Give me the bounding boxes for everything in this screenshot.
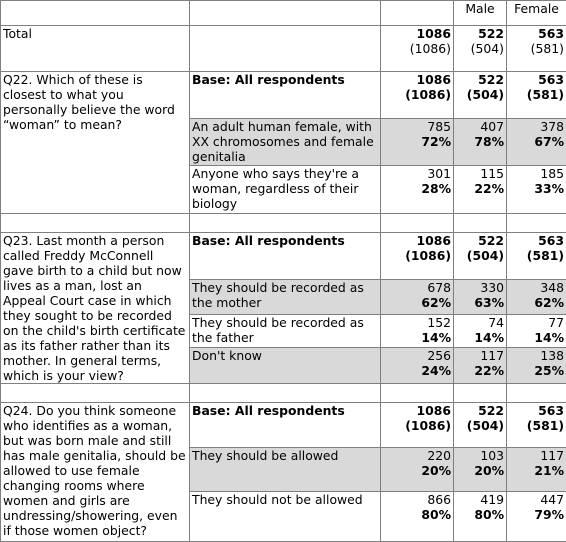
empty-cell bbox=[1, 1, 190, 26]
q23-base-male: 522 (504) bbox=[454, 233, 507, 280]
total-count-all: 1086 (1086) bbox=[381, 26, 454, 72]
q22-base-female: 563 (581) bbox=[507, 72, 566, 119]
q22-answer-2-female: 185 33% bbox=[507, 166, 566, 214]
q23-answer-2-label: They should be recorded as the father bbox=[190, 314, 381, 348]
q23-answer-2-all: 152 14% bbox=[381, 314, 454, 348]
col-header-male: Male bbox=[454, 1, 507, 26]
empty-cell bbox=[1, 214, 190, 233]
empty-cell bbox=[454, 214, 507, 233]
q24-base-male: 522 (504) bbox=[454, 403, 507, 448]
q23-base-row bbox=[1, 233, 566, 280]
empty-cell bbox=[454, 384, 507, 403]
q22-base-male: 522 (504) bbox=[454, 72, 507, 119]
q23-answer-3-male: 117 22% bbox=[454, 348, 507, 384]
empty-cell bbox=[381, 1, 454, 26]
q23-answer-3-all: 256 24% bbox=[381, 348, 454, 384]
q22-answer-1-all: 785 72% bbox=[381, 119, 454, 166]
total-count-female: 563 (581) bbox=[507, 26, 566, 72]
col-header-female: Female bbox=[507, 1, 566, 26]
q24-base-female: 563 (581) bbox=[507, 403, 566, 448]
q24-answer-2-male: 419 80% bbox=[454, 492, 507, 542]
q24-answer-1-male: 103 20% bbox=[454, 448, 507, 492]
q22-base-label: Base: All respondents bbox=[190, 72, 381, 119]
q24-answer-1-all: 220 20% bbox=[381, 448, 454, 492]
q24-base-label: Base: All respondents bbox=[190, 403, 381, 448]
q24-answer-1-female: 117 21% bbox=[507, 448, 566, 492]
q24-answer-2-female: 447 79% bbox=[507, 492, 566, 542]
q24-answer-2-all: 866 80% bbox=[381, 492, 454, 542]
empty-cell bbox=[381, 384, 454, 403]
q22-answer-2-label: Anyone who says they're a woman, regardless of their biology bbox=[190, 166, 381, 214]
q23-answer-1-label: They should be recorded as the mother bbox=[190, 280, 381, 315]
q23-answer-1-male: 330 63% bbox=[454, 280, 507, 315]
total-count-male: 522 (504) bbox=[454, 26, 507, 72]
q22-answer-1-label: An adult human female, with XX chromosomes and female genitalia bbox=[190, 119, 381, 166]
spacer-row bbox=[1, 214, 566, 233]
total-row bbox=[1, 26, 566, 72]
empty-cell bbox=[507, 214, 566, 233]
q23-base-all: 1086 (1086) bbox=[381, 233, 454, 280]
empty-cell bbox=[190, 1, 381, 26]
spacer-row bbox=[1, 384, 566, 403]
header-row bbox=[1, 1, 566, 26]
q23-answer-2-female: 77 14% bbox=[507, 314, 566, 348]
q22-answer-1-female: 378 67% bbox=[507, 119, 566, 166]
empty-cell bbox=[190, 26, 381, 72]
q22-answer-1-male: 407 78% bbox=[454, 119, 507, 166]
empty-cell bbox=[190, 384, 381, 403]
q22-answer-2-male: 115 22% bbox=[454, 166, 507, 214]
q23-base-female: 563 (581) bbox=[507, 233, 566, 280]
q23-question: Q23. Last month a person called Freddy McConnell gave birth to a child but now lives as a man, lost an Appeal Court case in which they sought to be recorded on the child's birth certificate as its father rather than its mother. In general terms, which is your view? bbox=[1, 233, 190, 384]
q23-base-label: Base: All respondents bbox=[190, 233, 381, 280]
empty-cell bbox=[507, 384, 566, 403]
q23-answer-3-female: 138 25% bbox=[507, 348, 566, 384]
empty-cell bbox=[381, 214, 454, 233]
q23-answer-1-all: 678 62% bbox=[381, 280, 454, 315]
q22-base-all: 1086 (1086) bbox=[381, 72, 454, 119]
q23-answer-2-male: 74 14% bbox=[454, 314, 507, 348]
q22-base-row bbox=[1, 72, 566, 119]
empty-cell bbox=[1, 384, 190, 403]
q23-answer-1-female: 348 62% bbox=[507, 280, 566, 315]
q24-base-row bbox=[1, 403, 566, 448]
empty-cell bbox=[190, 214, 381, 233]
q24-answer-2-label: They should not be allowed bbox=[190, 492, 381, 542]
q22-answer-2-all: 301 28% bbox=[381, 166, 454, 214]
q24-answer-1-label: They should be allowed bbox=[190, 448, 381, 492]
total-label: Total bbox=[1, 26, 190, 72]
q23-answer-3-label: Don't know bbox=[190, 348, 381, 384]
q24-base-all: 1086 (1086) bbox=[381, 403, 454, 448]
q24-question: Q24. Do you think someone who identifies as a woman, but was born male and still has male genitalia, should be allowed to use female changing rooms where women and girls are undressing/showering, even if those women object? bbox=[1, 403, 190, 542]
q22-question: Q22. Which of these is closest to what you personally believe the word “woman” to mean? bbox=[1, 72, 190, 214]
